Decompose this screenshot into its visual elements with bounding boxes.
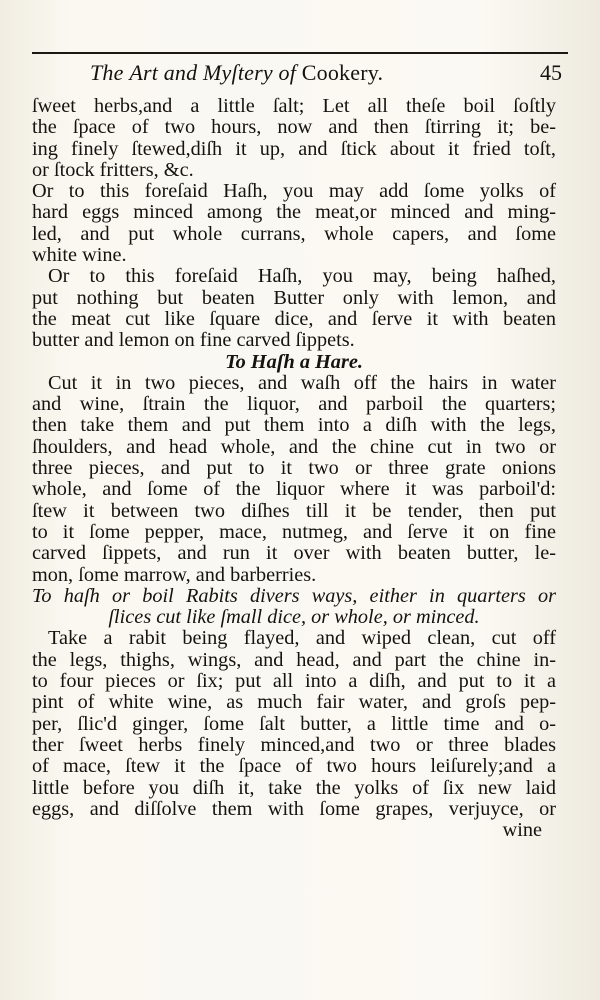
text-line: white wine.: [32, 244, 127, 267]
text-line: and wine, ſtrain the liquor, and parboil the quarters;: [32, 393, 556, 416]
running-head-italic: Art and Myſtery of: [129, 60, 297, 85]
page-number: 45: [540, 60, 562, 85]
text-line: butter and lemon on fine carved ſippets.: [32, 329, 355, 352]
text-line: little before you diſh it, take the yolks of ſix new laid: [32, 776, 556, 799]
text-line: ſtew it between two diſhes till it be tender, then put: [32, 499, 556, 522]
text-line: hard eggs minced among the meat,or minced and ming-: [32, 201, 556, 224]
text-line: put nothing but beaten Butter only with lemon, and: [32, 286, 556, 309]
text-line: led, and put whole currans, whole capers, and ſome: [32, 222, 556, 245]
text-line: the ſpace of two hours, now and then ſtirring it; be-: [32, 116, 556, 139]
text-line: to it ſome pepper, mace, nutmeg, and ſerve it on fine: [32, 520, 556, 543]
text-line: Or to this foreſaid Haſh, you may add ſome yolks of: [32, 180, 556, 203]
text-line: of mace, ſtew it the ſpace of two hours leiſurely;and a: [32, 755, 556, 778]
text-line: mon, ſome marrow, and barberries.: [32, 563, 317, 586]
body-text: [32, 96, 556, 841]
text-line: three pieces, and put to it two or three grate onions: [32, 457, 556, 480]
text-line: Cut it in two pieces, and waſh off the hairs in water: [48, 371, 556, 394]
text-line: carved ſippets, and run it over with beaten butter, le-: [32, 542, 556, 565]
section-heading-rabits: To haſh or boil Rabits divers ways, either in quarters or: [32, 584, 556, 607]
text-line: eggs, and diſſolve them with ſome grapes, verjuyce, or: [32, 797, 556, 820]
running-head-cookery: Cookery.: [301, 60, 384, 85]
text-line: Or to this foreſaid Haſh, you may, being haſhed,: [48, 265, 556, 288]
running-head-the: The: [90, 60, 124, 85]
text-line: per, ſlic'd ginger, ſome ſalt butter, a little time and o-: [32, 712, 556, 735]
text-line: the legs, thighs, wings, and head, and part the chine in-: [32, 648, 556, 671]
running-head-title: [90, 60, 383, 86]
text-line: or ſtock fritters, &c.: [32, 158, 194, 181]
text-line: ing finely ſtewed,diſh it up, and ſtick about it fried toſt,: [32, 137, 556, 160]
text-line: to four pieces or ſix; put all into a diſh, and put to it a: [32, 670, 556, 693]
running-head: [32, 58, 568, 92]
text-line: then take them and put them into a diſh with the legs,: [32, 414, 556, 437]
text-line: whole, and ſome of the liquor where it was parboil'd:: [32, 478, 556, 501]
section-heading-rabits-cont: ſlices cut like ſmall dice, or whole, or minced.: [108, 606, 480, 629]
text-line: ther ſweet herbs finely minced,and two or three blades: [32, 733, 556, 756]
text-line: Take a rabit being flayed, and wiped clean, cut off: [48, 627, 556, 650]
catchword: wine: [502, 819, 542, 842]
section-heading-hare: To Haſh a Hare.: [225, 350, 363, 373]
text-line: the meat cut like ſquare dice, and ſerve it with beaten: [32, 307, 556, 330]
text-line: pint of white wine, as much fair water, and groſs pep-: [32, 691, 556, 714]
header-rule: [32, 52, 568, 54]
text-line: ſweet herbs,and a little ſalt; Let all theſe boil ſoſtly: [32, 95, 556, 117]
text-line: ſhoulders, and head whole, and the chine cut in two or: [32, 435, 556, 458]
